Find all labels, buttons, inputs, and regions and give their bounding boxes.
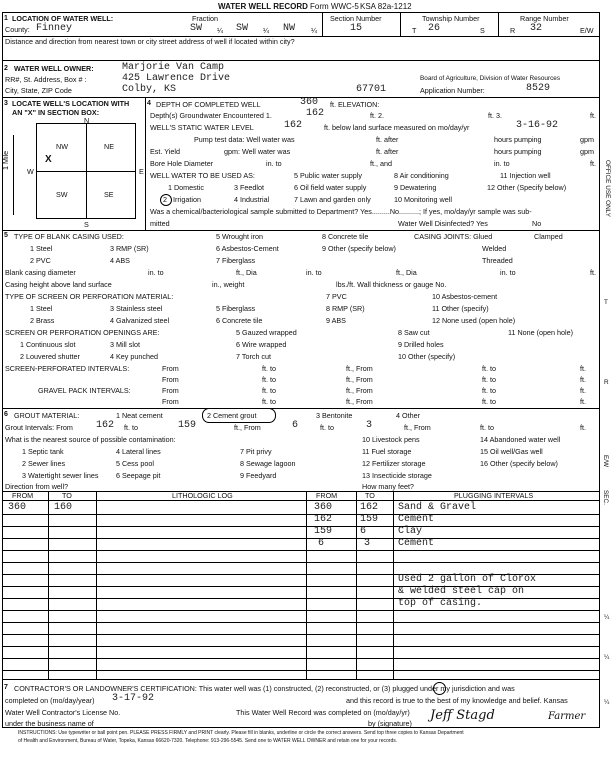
- plugging-intervals-header: PLUGGING INTERVALS: [454, 491, 534, 500]
- casing-weight: in., weight: [212, 280, 245, 289]
- township-value: 26: [428, 23, 441, 34]
- pump-after: ft. after: [376, 135, 399, 144]
- grout-to-2: 3: [366, 420, 373, 431]
- city-label: City, State, ZIP Code: [5, 86, 72, 95]
- casing-7: 7 Fiberglass: [216, 256, 256, 265]
- address-label: RR#, St. Address, Box # :: [5, 75, 87, 84]
- nw-label: NW: [56, 142, 68, 151]
- completed-label: completed on (mo/day/year): [5, 696, 95, 705]
- address-value: 425 Lawrence Drive: [122, 73, 231, 84]
- perf-from-2: From: [162, 375, 179, 384]
- application-value: 8529: [526, 83, 551, 94]
- plug-row-desc: Sand & Gravel: [398, 502, 477, 513]
- use-8: 8 Air conditioning: [394, 171, 449, 180]
- casing-6: 6 Asbestos-Cement: [216, 244, 279, 253]
- use-6: 6 Oil field water supply: [294, 183, 367, 192]
- chem-label: Was a chemical/bacteriological sample submitted to Department? Yes.........No..........; If yes, mo/day/yr sample was sub-: [150, 207, 532, 216]
- fraction-label: Fraction: [192, 14, 218, 23]
- perf-ft-1: ft.: [580, 364, 586, 373]
- disinfected-label: Water Well Disinfected? Yes: [398, 219, 488, 228]
- open-11: 11 None (open hole): [508, 328, 573, 337]
- joints-label: CASING JOINTS: Glued: [414, 232, 493, 241]
- bore-ft: ft.: [590, 159, 596, 168]
- grout-to-1: 159: [178, 420, 197, 431]
- location-label: LOCATION OF WATER WELL:: [12, 14, 114, 23]
- diam-in-to3: in. to: [500, 268, 516, 277]
- depth-value: 360: [300, 97, 319, 108]
- mitted-label: mitted: [150, 219, 170, 228]
- plug-note-3: top of casing.: [398, 598, 483, 609]
- bore-and: ft., and: [370, 159, 392, 168]
- signature: Jeff Stagd: [430, 708, 495, 723]
- bore-label: Bore Hole Diameter: [150, 159, 214, 168]
- zip-value: 67701: [356, 84, 387, 95]
- grout-from-label-3: ft., From: [404, 423, 431, 432]
- static-date: 3-16-92: [516, 120, 559, 131]
- plug-note-2: & welded steel cap on: [398, 586, 525, 597]
- diam-ft-dia: ft., Dia: [236, 268, 257, 277]
- county-label: County:: [5, 25, 30, 34]
- open-9: 9 Drilled holes: [398, 340, 444, 349]
- how-many-feet-label: How many feet?: [362, 482, 414, 491]
- grout-to-label-2: ft. to: [320, 423, 334, 432]
- contam-13: 13 Insecticide storage: [362, 471, 432, 480]
- plug-row-from: 360: [314, 502, 333, 513]
- use-11: 11 Injection well: [500, 171, 551, 180]
- grout-intervals-label: Grout Intervals: From: [5, 423, 73, 432]
- section-value: 15: [350, 23, 363, 34]
- side-quarter-3: ¼: [604, 699, 610, 706]
- plug-to-header: TO: [365, 491, 375, 500]
- plug-row-desc: Cement: [398, 514, 435, 525]
- yield-hours: hours pumping: [494, 147, 542, 156]
- bore-in-to2: in. to: [494, 159, 510, 168]
- diam-in-to2: in. to: [306, 268, 322, 277]
- quarter-mark-3: ¼: [311, 26, 317, 35]
- section-7-number: 7: [4, 684, 8, 691]
- plug-row-to: 159: [360, 514, 379, 525]
- side-sec: SEC.: [602, 490, 609, 505]
- west-label: W: [27, 167, 34, 176]
- section-1-number: 1: [4, 15, 8, 22]
- casing-3: 3 RMP (SR): [110, 244, 149, 253]
- certification-line-2: and this record is true to the best of my knowledge and belief. Kansas: [346, 696, 568, 705]
- log-to-header: TO: [62, 491, 72, 500]
- joints-threaded: Threaded: [482, 256, 513, 265]
- side-r: R: [604, 379, 609, 386]
- plug-row-to: 3: [364, 538, 371, 549]
- fraction-q3: NW: [283, 23, 296, 34]
- elevation-label: ft. ELEVATION:: [330, 100, 380, 109]
- joints-welded: Welded: [482, 244, 507, 253]
- sw-label: SW: [56, 190, 68, 199]
- well-x-mark: X: [45, 154, 52, 165]
- use-7: 7 Lawn and garden only: [294, 195, 371, 204]
- casing-label: TYPE OF BLANK CASING USED:: [14, 232, 124, 241]
- section-4-number: 4: [147, 100, 151, 107]
- county-value: Finney: [36, 23, 73, 34]
- contam-3: 3 Watertight sewer lines: [22, 471, 99, 480]
- plug-row-from: 162: [314, 514, 333, 525]
- plug-row-to: 162: [360, 502, 379, 513]
- plug-row-from: 159: [314, 526, 333, 537]
- yield-after: ft. after: [376, 147, 399, 156]
- casing-lbs: lbs./ft. Wall thickness or gauge No.: [336, 280, 447, 289]
- record-completed-label: This Water Well Record was completed on (mo/day/yr): [236, 708, 410, 717]
- contam-5: 5 Cess pool: [116, 459, 154, 468]
- open-10: 10 Other (specify): [398, 352, 456, 361]
- contam-16: 16 Other (specify below): [480, 459, 558, 468]
- locate-label-2: AN "X" IN SECTION BOX:: [12, 108, 100, 117]
- contam-7: 7 Pit privy: [240, 447, 272, 456]
- contam-12: 12 Fertilizer storage: [362, 459, 426, 468]
- gw-ft3: ft. 3.: [488, 111, 502, 120]
- owner-label: WATER WELL OWNER:: [14, 64, 94, 73]
- open-4: 4 Key punched: [110, 352, 158, 361]
- perf-intervals-label: SCREEN-PERFORATED INTERVALS:: [5, 364, 130, 373]
- gravel-to-2b: ft. to: [482, 397, 496, 406]
- plug-note-1: Used 2 gallon of Clorox: [398, 574, 537, 585]
- section-3-number: 3: [4, 100, 8, 107]
- gw-ft2: ft. 2.: [370, 111, 384, 120]
- east-label: E: [139, 167, 144, 176]
- grout-to-label-3: ft. to: [480, 423, 494, 432]
- screen-4: 4 Galvanized steel: [110, 316, 170, 325]
- plug-row-desc: Clay: [398, 526, 423, 537]
- yield-gpm2: gpm: [580, 147, 594, 156]
- use-5: 5 Public water supply: [294, 171, 362, 180]
- diam-ft-dia2: ft., Dia: [396, 268, 417, 277]
- township-s: S: [480, 26, 485, 35]
- north-label: N: [84, 116, 90, 125]
- open-6: 6 Wire wrapped: [236, 340, 287, 349]
- contam-1: 1 Septic tank: [22, 447, 64, 456]
- grout-ft: ft.: [580, 423, 586, 432]
- form-number: Form WWC-5: [310, 2, 359, 11]
- gravel-to-1b: ft. to: [482, 386, 496, 395]
- use-9: 9 Dewatering: [394, 183, 437, 192]
- completed-date: 3-17-92: [112, 693, 155, 704]
- range-ew: E/W: [580, 26, 594, 35]
- use-2-number: 2: [163, 195, 167, 204]
- perf-ft-2: ft.: [580, 375, 586, 384]
- gravel-from-2b: ft., From: [346, 397, 373, 406]
- grout-from-2: 6: [292, 420, 299, 431]
- ne-label: NE: [104, 142, 114, 151]
- litho-row-from: 360: [8, 502, 27, 513]
- plug-row-from: 6: [318, 538, 325, 549]
- quarter-mark-2: ¼: [263, 26, 269, 35]
- grout-to-label-1: ft. to: [124, 423, 138, 432]
- yield-gpm: gpm: Well water was: [224, 147, 291, 156]
- section-6-number: 6: [4, 411, 8, 418]
- use-3: 3 Feedlot: [234, 183, 264, 192]
- pump-gpm: gpm: [580, 135, 594, 144]
- screen-6: 6 Concrete tile: [216, 316, 263, 325]
- grout-3: 3 Bentonite: [316, 411, 353, 420]
- use-label: WELL WATER TO BE USED AS:: [150, 171, 255, 180]
- range-value: 32: [530, 23, 543, 34]
- gravel-from-1: From: [162, 386, 179, 395]
- mile-label: 1 Mile: [1, 150, 10, 170]
- yield-label: Est. Yield: [150, 147, 180, 156]
- open-8: 8 Saw cut: [398, 328, 430, 337]
- screen-5: 5 Fiberglass: [216, 304, 256, 313]
- plug-row-desc: Cement: [398, 538, 435, 549]
- contam-14: 14 Abandoned water well: [480, 435, 561, 444]
- use-1: 1 Domestic: [168, 183, 204, 192]
- screen-1: 1 Steel: [30, 304, 53, 313]
- use-4: 4 Industrial: [234, 195, 270, 204]
- screen-9: 9 ABS: [326, 316, 346, 325]
- contam-11: 11 Fuel storage: [362, 447, 412, 456]
- se-label: SE: [104, 190, 114, 199]
- casing-9: 9 Other (specify below): [322, 244, 396, 253]
- open-2: 2 Louvered shutter: [20, 352, 80, 361]
- grout-label: GROUT MATERIAL:: [14, 411, 80, 420]
- business-name-label: under the business name of: [5, 719, 94, 728]
- owner-value: Marjorie Van Camp: [122, 62, 225, 73]
- screen-7: 7 PVC: [326, 292, 347, 301]
- grout-from-1: 162: [96, 420, 115, 431]
- grout-from-label-2: ft., From: [234, 423, 261, 432]
- office-use-only: OFFICE USE ONLY: [604, 160, 611, 218]
- casing-height-label: Casing height above land surface: [5, 280, 112, 289]
- gravel-to-1: ft. to: [262, 386, 276, 395]
- perf-from-1: From: [162, 364, 179, 373]
- fraction-q1: SW: [190, 23, 203, 34]
- perf-from-1b: ft., From: [346, 364, 373, 373]
- locate-label-1: LOCATE WELL'S LOCATION WITH: [12, 99, 130, 108]
- section-2-number: 2: [4, 65, 8, 72]
- contam-9: 9 Feedyard: [240, 471, 277, 480]
- perf-to-2: ft. to: [262, 375, 276, 384]
- grout-1: 1 Neat cement: [116, 411, 163, 420]
- bore-in-to: in. to: [266, 159, 282, 168]
- depth-label: DEPTH OF COMPLETED WELL: [156, 100, 261, 109]
- perf-to-2b: ft. to: [482, 375, 496, 384]
- gw-ft: ft.: [590, 111, 596, 120]
- gravel-to-2: ft. to: [262, 397, 276, 406]
- contam-10: 10 Livestock pens: [362, 435, 420, 444]
- fraction-q2: SW: [236, 23, 249, 34]
- use-10: 10 Monitoring well: [394, 195, 452, 204]
- open-3: 3 Mill slot: [110, 340, 140, 349]
- casing-diameter-label: Blank casing diameter: [5, 268, 76, 277]
- static-value: 162: [284, 120, 303, 131]
- signature-label: by (signature): [368, 719, 412, 728]
- gravel-ft-2: ft.: [580, 397, 586, 406]
- contam-6: 6 Seepage pit: [116, 471, 161, 480]
- use-2: Irrigation: [173, 195, 201, 204]
- range-label: Range Number: [520, 14, 569, 23]
- lithologic-log-header: LITHOLOGIC LOG: [172, 491, 233, 500]
- gravel-from-2: From: [162, 397, 179, 406]
- screen-8: 8 RMP (SR): [326, 304, 365, 313]
- application-label: Application Number:: [420, 86, 485, 95]
- contamination-label: What is the nearest source of possible contamination:: [5, 435, 176, 444]
- pump-hours: hours pumping: [494, 135, 542, 144]
- township-t: T: [412, 26, 417, 35]
- grout-2: 2 Cement grout: [207, 411, 257, 420]
- casing-5: 5 Wrought iron: [216, 232, 264, 241]
- quarter-mark-1: ¼: [217, 26, 223, 35]
- gravel-intervals-label: GRAVEL PACK INTERVALS:: [38, 386, 131, 395]
- diam-ft: ft.: [590, 268, 596, 277]
- open-7: 7 Torch cut: [236, 352, 272, 361]
- contam-4: 4 Lateral lines: [116, 447, 161, 456]
- south-label: S: [84, 220, 89, 229]
- screen-3: 3 Stainless steel: [110, 304, 163, 313]
- perf-from-2b: ft., From: [346, 375, 373, 384]
- contam-2: 2 Sewer lines: [22, 459, 66, 468]
- screen-10: 10 Asbestos-cement: [432, 292, 498, 301]
- gravel-from-1b: ft., From: [346, 386, 373, 395]
- screen-label: TYPE OF SCREEN OR PERFORATION MATERIAL:: [5, 292, 174, 301]
- plugged-circle: [433, 682, 446, 695]
- instructions-line-1: INSTRUCTIONS: Use typewriter or ball point pen. PLEASE PRESS FIRMLY and PRINT clearly. Please fill in blanks, underline or circle the correct answers. Send top three copies to Kansas Department: [18, 730, 464, 736]
- perf-to-1b: ft. to: [482, 364, 496, 373]
- range-r: R: [510, 26, 516, 35]
- groundwater-value: 162: [306, 108, 325, 119]
- casing-1: 1 Steel: [30, 244, 53, 253]
- gravel-ft-1: ft.: [580, 386, 586, 395]
- screen-12: 12 None used (open hole): [432, 316, 516, 325]
- diam-in-to: in. to: [148, 268, 164, 277]
- section-number-label: Section Number: [330, 14, 382, 23]
- open-5: 5 Gauzed wrapped: [236, 328, 297, 337]
- perf-to-1: ft. to: [262, 364, 276, 373]
- side-quarter-2: ¼: [604, 654, 610, 661]
- static-label: WELL'S STATIC WATER LEVEL: [150, 123, 254, 132]
- side-t: T: [604, 299, 608, 306]
- openings-label: SCREEN OR PERFORATION OPENINGS ARE:: [5, 328, 160, 337]
- log-from-header: FROM: [12, 491, 34, 500]
- static-mid: ft. below land surface measured on mo/day/yr: [324, 123, 470, 132]
- signature-title: Farmer: [548, 711, 586, 722]
- license-label: Water Well Contractor's License No.: [5, 708, 121, 717]
- pump-label: Pump test data: Well water was: [194, 135, 295, 144]
- distance-label: Distance and direction from nearest town or city street address of well if located within city?: [5, 37, 295, 46]
- casing-8: 8 Concrete tile: [322, 232, 369, 241]
- board-label: Board of Agriculture, Division of Water Resources: [420, 75, 561, 82]
- form-title: WATER WELL RECORD: [218, 2, 308, 11]
- joints-clamped: Clamped: [534, 232, 563, 241]
- casing-2: 2 PVC: [30, 256, 51, 265]
- screen-2: 2 Brass: [30, 316, 55, 325]
- instructions-line-2: of Health and Environment, Bureau of Water, Topeka, Kansas 66620-7320. Telephone: 913-296-5545. Send one to WATER WELL OWNER and retain one for your records.: [18, 738, 398, 744]
- disinfected-no: No: [532, 219, 542, 228]
- grout-4: 4 Other: [396, 411, 420, 420]
- litho-row-to: 160: [54, 502, 73, 513]
- use-12: 12 Other (Specify below): [487, 183, 567, 192]
- certification-line-1: CONTRACTOR'S OR LANDOWNER'S CERTIFICATION: This water well was (1) constructed, (2) reconstructed, or (3) plugged under my jurisdiction and was: [14, 684, 515, 693]
- plug-from-header: FROM: [316, 491, 338, 500]
- screen-11: 11 Other (specify): [432, 304, 489, 313]
- groundwater-label: Depth(s) Groundwater Encountered 1.: [150, 111, 272, 120]
- plug-row-to: 6: [360, 526, 367, 537]
- contam-15: 15 Oil well/Gas well: [480, 447, 543, 456]
- direction-label: Direction from well?: [5, 482, 69, 491]
- contam-8: 8 Sewage lagoon: [240, 459, 296, 468]
- side-quarter-1: ¼: [604, 614, 610, 621]
- side-ew: E/W: [602, 455, 609, 468]
- open-1: 1 Continuous slot: [20, 340, 76, 349]
- section-5-number: 5: [4, 232, 8, 239]
- statute: KSA 82a-1212: [360, 2, 412, 11]
- township-label: Township Number: [422, 14, 480, 23]
- casing-4: 4 ABS: [110, 256, 130, 265]
- city-value: Colby, KS: [122, 84, 177, 95]
